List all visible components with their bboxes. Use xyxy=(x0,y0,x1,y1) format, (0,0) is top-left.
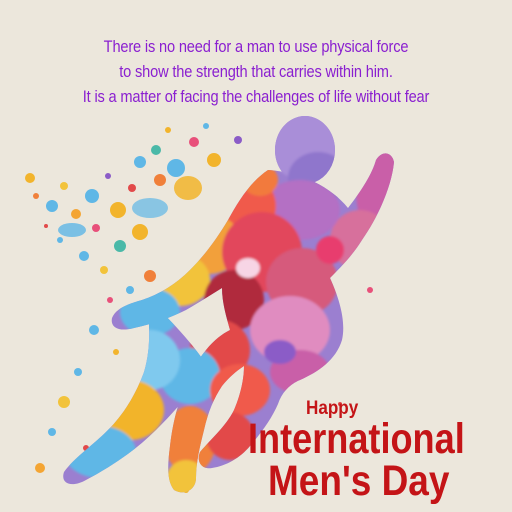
international-heading: International xyxy=(248,415,465,463)
quote-line-3: It is a matter of facing the challenges of life without fear xyxy=(82,87,430,106)
happy-heading: Happy xyxy=(306,398,359,419)
mens-day-heading: Men's Day xyxy=(268,457,450,505)
quote-line-1: There is no need for a man to use physical force xyxy=(103,37,409,56)
quote-line-2: to show the strength that carries within him. xyxy=(119,62,393,81)
